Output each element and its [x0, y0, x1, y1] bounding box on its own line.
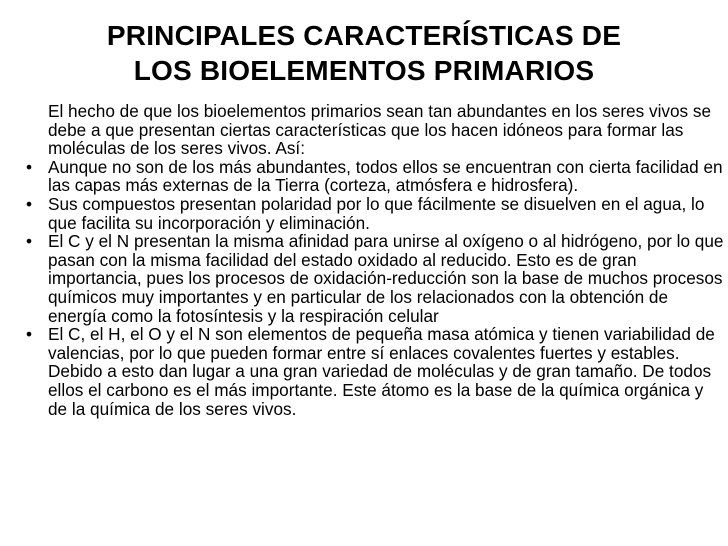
slide-title-line-2: LOS BIOELEMENTOS PRIMARIOS [133, 55, 595, 86]
slide-title-line-1: PRINCIPALES CARACTERÍSTICAS DE [106, 20, 622, 51]
bullet-icon: • [26, 193, 33, 214]
bullet-text: El C, el H, el O y el N son elementos de pequeña masa atómica y tienen variabilidad de valencias, por lo que pueden formar entre sí enlaces covalentes fuertes y estables. Debido a esto dan lugar a una gran variedad de moléculas y de gran tamaño. De todos ellos el carbono es el más importante. Este átomo es la base de la química orgánica y de la química de los seres vivos. [48, 324, 715, 419]
bullet-icon: • [26, 324, 33, 345]
intro-paragraph: El hecho de que los bioelementos primarios sean tan abundantes en los seres vivos se debe a que presentan ciertas características que los hacen idóneos para formar las moléculas de los seres vivos. Así: [48, 101, 712, 159]
bullet-icon: • [26, 156, 33, 177]
slide-title [0, 18, 728, 88]
bullet-item [24, 195, 724, 232]
bullet-item [24, 325, 724, 418]
bullet-text: Sus compuestos presentan polaridad por lo que fácilmente se disuelven en el agua, lo que facilita su incorporación y eliminación. [48, 193, 705, 233]
bullet-text: El C y el N presentan la misma afinidad para unirse al oxígeno o al hidrógeno, por lo que pasan con la misma facilidad del estado oxidado al reducido. Esto es de gran importancia, pues los procesos de oxidación-reducción son la base de muchos procesos químicos muy importantes y en particular de los relacionados con la obtención de energía como la fotosíntesis y la respiración celular [48, 231, 724, 326]
bullet-item [24, 158, 724, 195]
bullet-item [24, 232, 724, 325]
slide-body [24, 102, 724, 418]
bullet-list [24, 158, 724, 418]
bullet-icon: • [26, 231, 33, 252]
bullet-text: Aunque no son de los más abundantes, todos ellos se encuentran con cierta facilidad en las capas más externas de la Tierra (corteza, atmósfera e hidrosfera). [48, 156, 723, 196]
